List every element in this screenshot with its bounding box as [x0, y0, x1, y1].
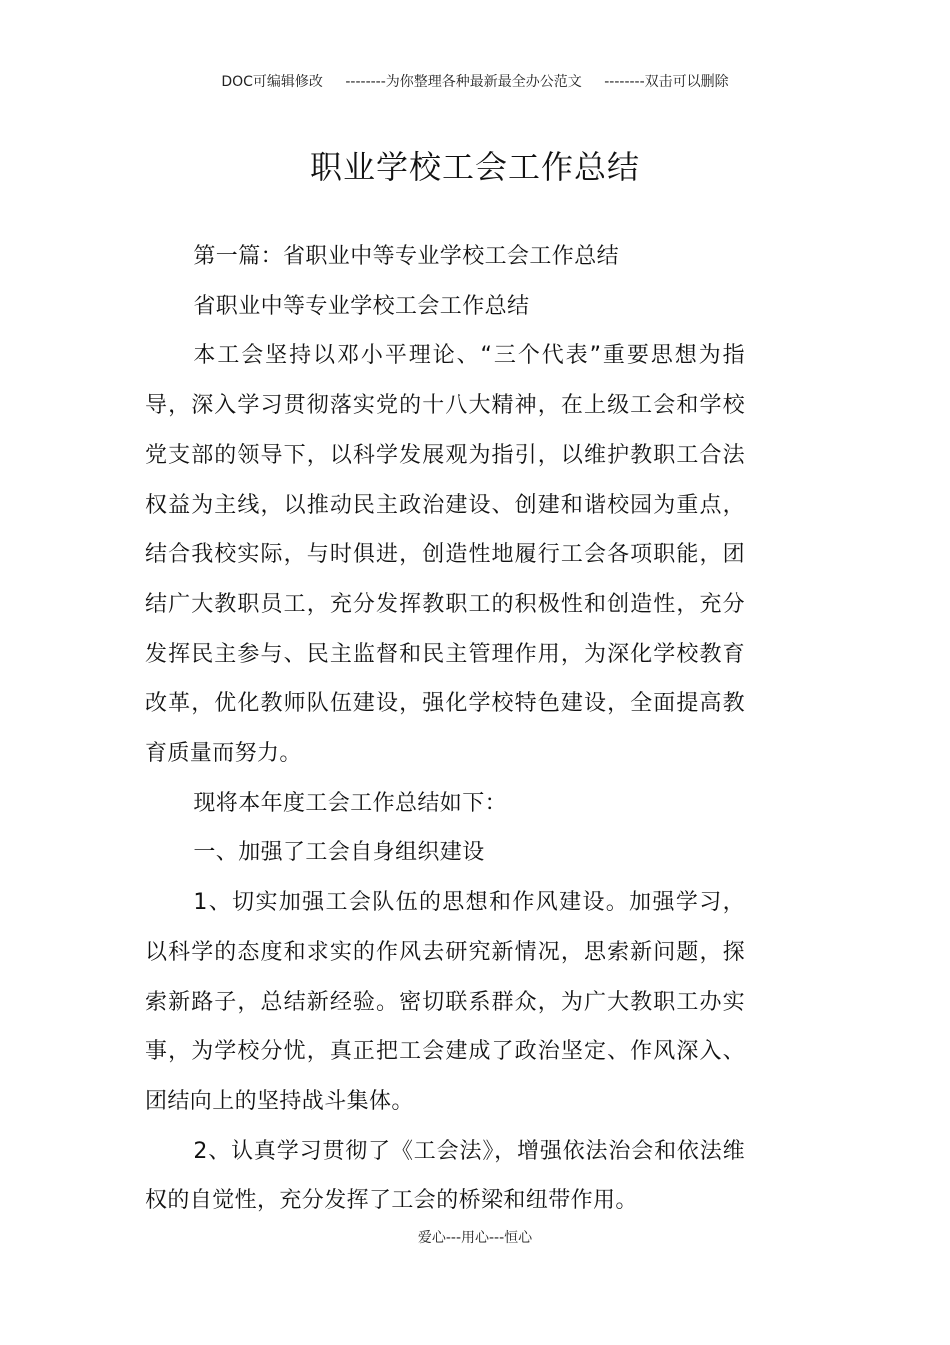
- paragraph-subtitle: 省职业中等专业学校工会工作总结: [193, 293, 530, 319]
- page-footer: 爱心---用心---恒心: [417, 1230, 533, 1246]
- header-office-templates: --------为你整理各种最新最全办公范文: [345, 74, 582, 90]
- paragraph-section-heading-1: 一、加强了工会自身组织建设: [193, 840, 485, 866]
- paragraph-item-2: 2、认真学习贯彻了《工会法》，增强依法治会和依法维权的自觉性，充分发挥了工会的桥梁和纽带作用。: [145, 1138, 745, 1214]
- header-double-click-delete: --------双击可以删除: [604, 74, 729, 90]
- paragraph-summary-lead: 现将本年度工会工作总结如下：: [193, 790, 507, 816]
- paragraph-chapter-heading: 第一篇：省职业中等专业学校工会工作总结: [193, 244, 619, 269]
- paragraph-intro: 本工会坚持以邓小平理论、“三个代表”重要思想为指导，深入学习贯彻落实党的十八大精神，在上级工会和学校党支部的领导下，以科学发展观为指引，以维护教职工合法权益为主线，以推动民主政治建设、创建和谐校园为重点，结合我校实际，与时俱进，创造性地履行工会各项职能，团结广大教职员工，充分发挥教职工的积极性和创造性，充分发挥民主参与、民主监督和民主管理作用，为深化学校教育改革，优化教师队伍建设，强化学校特色建设，全面提高教育质量而努力。: [145, 343, 745, 767]
- page-header: [0, 72, 950, 92]
- document-title: 职业学校工会工作总结: [309, 148, 640, 187]
- paragraph-item-1: 1、切实加强工会队伍的思想和作风建设。加强学习，以科学的态度和求实的作风去研究新情况，思索新问题，探索新路子，总结新经验。密切联系群众，为广大教职工办实事，为学校分忧，真正把工会建成了政治坚定、作风深入、团结向上的坚持战斗集体。: [145, 890, 745, 1114]
- header-doc-editable: DOC可编辑修改: [221, 74, 323, 90]
- document-body: [145, 232, 745, 1226]
